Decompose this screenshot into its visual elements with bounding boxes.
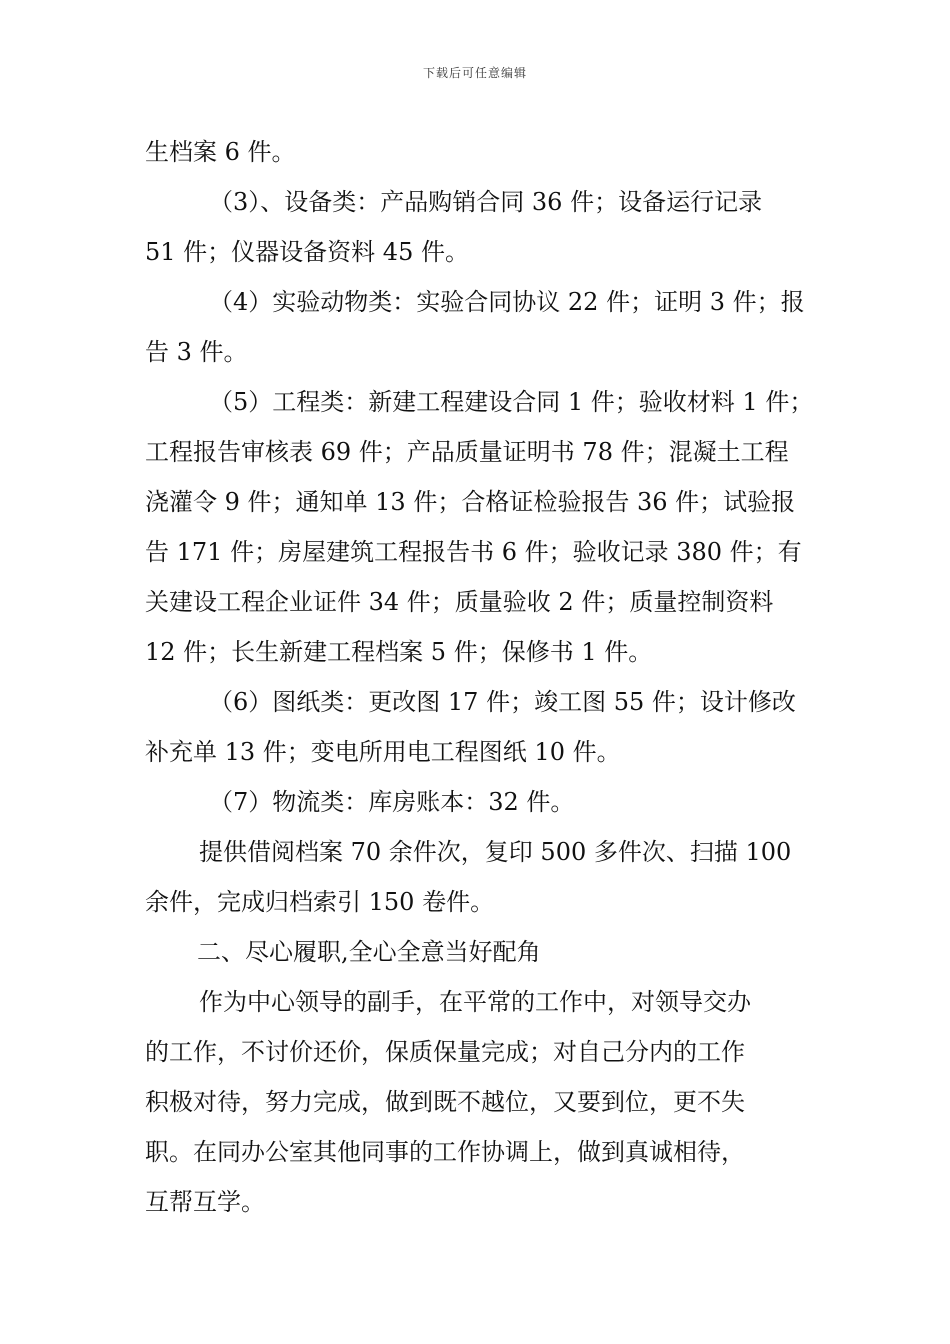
- text-line: 告 3 件。: [145, 338, 248, 366]
- text-line: 积极对待，努力完成，做到既不越位，又要到位，更不失: [145, 1088, 745, 1116]
- document-body: [145, 127, 835, 1227]
- text-line: 余件，完成归档索引 150 卷件。: [145, 888, 495, 916]
- text-line: 51 件；仪器设备资料 45 件。: [145, 238, 469, 266]
- text-line: 补充单 13 件；变电所用电工程图纸 10 件。: [145, 738, 621, 766]
- text-line: 工程报告审核表 69 件；产品质量证明书 78 件；混凝土工程: [145, 438, 789, 466]
- paragraph-logistics: （7）物流类：库房账本：32 件。: [209, 788, 575, 816]
- page-header-watermark: 下载后可任意编辑: [422, 66, 527, 80]
- paragraph-lending: 提供借阅档案 70 余件次，复印 500 多件次、扫描 100: [199, 838, 792, 866]
- text-line: 关建设工程企业证件 34 件；质量验收 2 件；质量控制资料: [145, 588, 774, 616]
- paragraph-equipment: （3）、设备类：产品购销合同 36 件；设备运行记录: [209, 188, 763, 216]
- section-heading: 二、尽心履职,全心全意当好配角: [197, 938, 541, 966]
- text-line: 互帮互学。: [145, 1188, 265, 1216]
- paragraph-role: 作为中心领导的副手，在平常的工作中，对领导交办: [199, 988, 751, 1016]
- text-line: 的工作，不讨价还价，保质保量完成；对自己分内的工作: [145, 1038, 745, 1066]
- paragraph-drawings: （6）图纸类：更改图 17 件；竣工图 55 件；设计修改: [209, 688, 796, 716]
- paragraph-lab-animals: （4）实验动物类：实验合同协议 22 件；证明 3 件；报: [209, 288, 805, 316]
- text-line: 12 件；长生新建工程档案 5 件；保修书 1 件。: [145, 638, 653, 666]
- paragraph-engineering: （5）工程类：新建工程建设合同 1 件；验收材料 1 件；: [209, 388, 814, 416]
- text-line: 生档案 6 件。: [145, 138, 296, 166]
- text-line: 职。在同办公室其他同事的工作协调上，做到真诚相待，: [145, 1138, 745, 1166]
- text-line: 告 171 件；房屋建筑工程报告书 6 件；验收记录 380 件；有: [145, 538, 802, 566]
- text-line: 浇灌令 9 件；通知单 13 件；合格证检验报告 36 件；试验报: [145, 488, 796, 516]
